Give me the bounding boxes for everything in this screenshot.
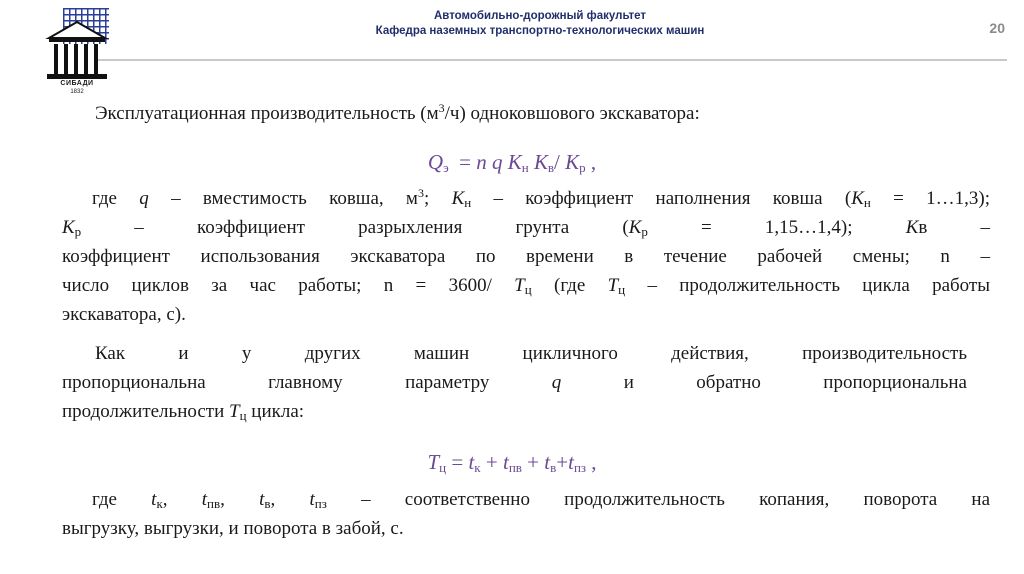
logo-caption: СИБАДИ xyxy=(60,80,94,87)
explanation1-line2: $К_р$ – коэффициент разрыхления грунта ($К_р$ = 1,15…1,4); Кв – xyxy=(62,217,990,239)
paragraph2-line3: продолжительности $Т_ц$ цикла: xyxy=(62,401,305,423)
page-number: 20 xyxy=(989,20,1005,36)
faculty-title: Автомобильно-дорожный факультет xyxy=(433,10,647,22)
explanation1-line4: число циклов за час работы; n = 3600/ $Т_ц$ (где $Т_ц$ – продолжительность цикла работы xyxy=(62,275,990,297)
department-title: Кафедра наземных транспортно-технологических машин xyxy=(375,25,705,37)
cycle-time-formula: $Т_ц = t_к + t_{пв} + t_в+t_{пз}$ , xyxy=(427,450,597,475)
intro-line: Эксплуатационная производительность $(м^3/ч)$ одноковшового экскаватора: xyxy=(95,101,700,124)
explanation2-line1: где $t_к$, $t_{пв}$, $t_в$, $t_{пз}$ – соответственно продолжительность копания, поворота на xyxy=(92,489,991,511)
logo-year: 1832 xyxy=(70,89,84,95)
explanation1-line5: экскаватора, с). xyxy=(62,304,186,325)
productivity-formula: $Q_э = n$ q $К_н$ $К_в/$ $К_р$ , xyxy=(427,150,597,175)
header-divider xyxy=(95,59,1007,61)
explanation2-line2: выгрузку, выгрузки, и поворота в забой, с. xyxy=(62,518,404,539)
university-logo-icon xyxy=(45,8,109,88)
paragraph2-line2: пропорциональна главному параметру q и обратно пропорциональна xyxy=(62,372,967,393)
explanation1-line1: где q – вместимость ковша, $м^3$; $К_н$ – коэффициент наполнения ковша ($К_н$ = 1…1,3); xyxy=(92,186,991,210)
explanation1-line3: коэффициент использования экскаватора по времени в течение рабочей смены; n – xyxy=(62,246,990,267)
paragraph2-line1: Как и у других машин цикличного действия, производительность xyxy=(95,343,967,364)
